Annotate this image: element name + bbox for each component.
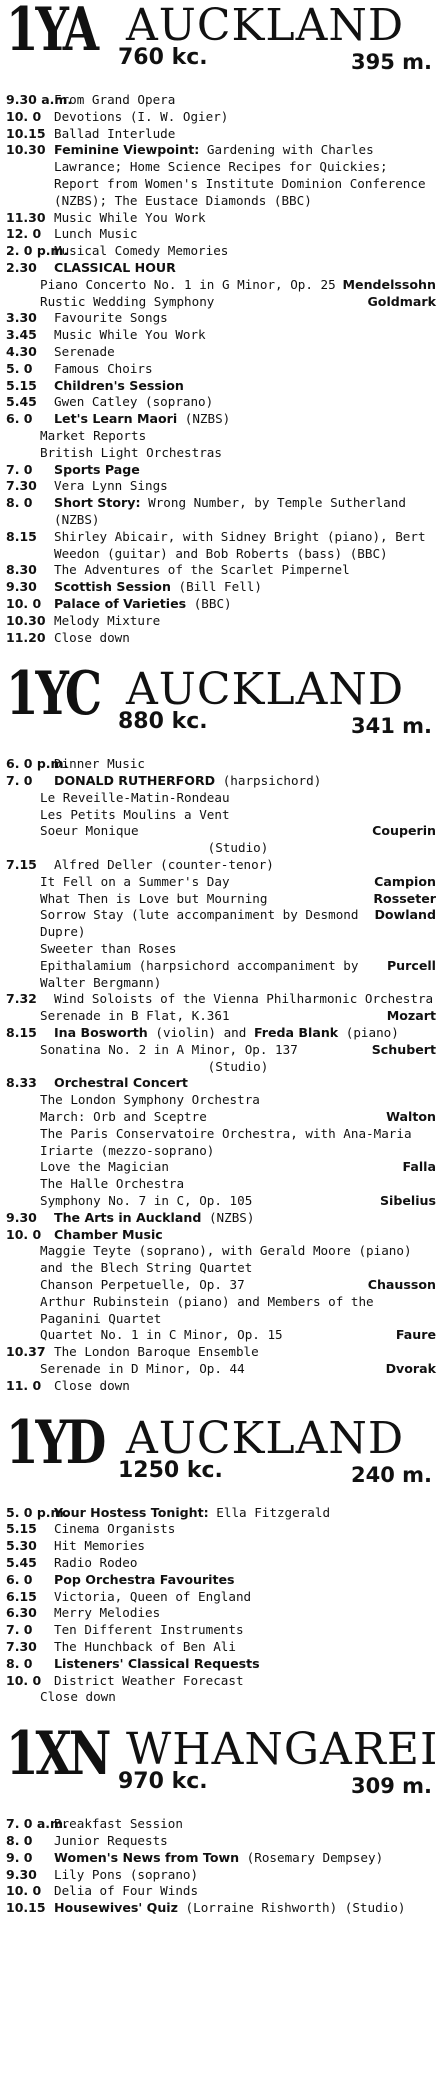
work-title: Close down <box>40 1689 116 1705</box>
programme-time: 10.30 <box>6 612 46 628</box>
programme-title: Close down <box>54 629 130 645</box>
station-section <box>6 1719 439 1917</box>
work-title: Quartet No. 1 in C Minor, Op. 15 <box>40 1327 283 1343</box>
programme-subitem <box>6 823 436 840</box>
programme-time: 7. 0 a.m. <box>6 1816 68 1832</box>
radio-programme-page <box>6 0 439 1917</box>
work-title: Epithalamium (harpsichord accompaniment by Walter Bergmann) <box>40 957 359 990</box>
programme-time: 5.15 <box>6 377 37 393</box>
programme-title: (NZBS) <box>208 1209 255 1225</box>
programme-item <box>6 142 436 209</box>
composer-name: Sibelius <box>379 1193 436 1209</box>
programme-item <box>6 92 436 109</box>
programme-item <box>6 126 436 143</box>
station-frequency: 970 kc. <box>118 1769 208 1795</box>
programme-title: Lunch Music <box>54 226 138 242</box>
programme-title: Ballad Interlude <box>54 125 176 141</box>
programme-item <box>6 1833 436 1850</box>
programme-time: 7.15 <box>6 857 37 873</box>
programme-subitem <box>6 1243 436 1277</box>
station-header <box>6 1407 436 1505</box>
programme-item <box>6 579 436 596</box>
programme-subitem <box>6 1109 436 1126</box>
programme-time: 7.30 <box>6 1638 37 1654</box>
programme-title: Alfred Deller (counter-tenor) <box>54 857 274 873</box>
programme-time: 6. 0 p.m. <box>6 756 69 772</box>
programme-subitem <box>6 907 436 941</box>
programme-title: Ten Different Instruments <box>54 1622 244 1638</box>
programme-subitem <box>6 445 436 462</box>
programme-title: (harpsichord) <box>222 773 322 789</box>
station-city: AUCKLAND <box>126 1412 405 1464</box>
work-title: What Then is Love but Mourning <box>40 890 268 906</box>
work-title: Les Petits Moulins a Vent <box>40 806 230 822</box>
programme-item <box>6 1673 436 1690</box>
programme-subitem <box>6 1193 436 1210</box>
programme-title: (BBC) <box>193 595 232 611</box>
programme-time: 5.15 <box>6 1521 37 1537</box>
work-title: Arthur Rubinstein (piano) and Members of the Paganini Quartet <box>40 1293 374 1326</box>
programme-title: Dinner Music <box>54 756 145 772</box>
programme-item <box>6 1378 436 1395</box>
programme-time: 5.45 <box>6 394 37 410</box>
work-title: It Fell on a Summer's Day <box>40 873 230 889</box>
programme-title: Devotions (I. W. Ogier) <box>54 108 229 124</box>
programme-title: (piano) <box>345 1025 399 1041</box>
programme-time: 5.30 <box>6 1538 37 1554</box>
station-callsign: 1YA <box>6 0 96 65</box>
programme-time: 2. 0 p.m. <box>6 243 69 259</box>
programme-item <box>6 991 436 1008</box>
programme-highlight: The Arts in Auckland <box>54 1209 202 1225</box>
programme-highlight: Your Hostess Tonight: <box>54 1504 209 1520</box>
work-title: Sweeter than Roses <box>40 941 177 957</box>
work-title: Maggie Teyte (soprano), with Gerald Moore (piano) and the Blech String Quartet <box>40 1243 412 1276</box>
programme-subitem <box>6 1159 436 1176</box>
programme-item <box>6 411 436 428</box>
programme-time: 10. 0 <box>6 108 42 124</box>
programme-highlight: Ina Bosworth <box>54 1025 148 1041</box>
programme-time: 4.30 <box>6 343 37 359</box>
programme-title: Gardening with Charles Lawrance; Home Science Recipes for Quickies; Report from Women's Institute Dominion Conference (NZBS); The Eustace Diamonds (BBC) <box>54 142 426 208</box>
station-header <box>6 659 436 756</box>
programme-time: 5. 0 p.m. <box>6 1504 69 1520</box>
programme-time: 8.15 <box>6 528 37 544</box>
work-title: Sonatina No. 2 in A Minor, Op. 137 <box>40 1041 298 1057</box>
programme-time: 8.33 <box>6 1075 37 1091</box>
programme-title: Delia of Four Winds <box>54 1883 199 1899</box>
programme-time: 6.30 <box>6 1605 37 1621</box>
programme-subitem <box>6 294 436 311</box>
programme-title: (NZBS) <box>184 411 231 427</box>
programme-item <box>6 210 436 227</box>
programme-title: (Bill Fell) <box>178 579 262 595</box>
programme-item <box>6 495 436 529</box>
programme-title: Musical Comedy Memories <box>54 243 229 259</box>
programme-time: 7.32 <box>6 991 37 1007</box>
composer-name: Rosseter <box>373 890 436 906</box>
work-title: Market Reports <box>40 427 147 443</box>
programme-item <box>6 462 436 479</box>
station-callsign: 1YD <box>6 1407 104 1478</box>
programme-time: 9.30 a.m. <box>6 92 73 107</box>
programme-title: Shirley Abicair, with Sidney Bright (piano), Bert Weedon (guitar) and Bob Roberts (bass) (BBC) <box>54 528 426 561</box>
programme-item <box>6 1227 436 1244</box>
programme-highlight: Housewives' Quiz <box>54 1900 178 1916</box>
programme-item <box>6 310 436 327</box>
programme-time: 8. 0 <box>6 495 33 511</box>
programme-time: 3.30 <box>6 310 37 326</box>
programme-time: 10.15 <box>6 125 46 141</box>
work-title: Le Reveille-Matin-Rondeau <box>40 789 230 805</box>
work-title: Soeur Monique <box>40 823 139 839</box>
programme-highlight: DONALD RUTHERFORD <box>54 773 216 789</box>
station-header <box>6 1719 439 1816</box>
programme-subitem <box>6 277 436 294</box>
composer-name: Mendelssohn <box>342 276 436 292</box>
programme-time: 10. 0 <box>6 595 42 611</box>
programme-item <box>6 1605 436 1622</box>
programme-highlight: Palace of Varieties <box>54 595 187 611</box>
programme-time: 8.15 <box>6 1025 37 1041</box>
programme-time: 9.30 <box>6 579 37 595</box>
composer-name: Faure <box>395 1327 436 1343</box>
programme-title: From Grand Opera <box>54 92 176 107</box>
programme-title: Favourite Songs <box>54 310 168 326</box>
composer-name: Campion <box>374 873 436 889</box>
programme-item <box>6 1622 436 1639</box>
work-title: The Paris Conservatoire Orchestra, with Ana-Maria Iriarte (mezzo-soprano) <box>40 1125 412 1158</box>
station-frequency: 880 kc. <box>118 709 208 735</box>
programme-item <box>6 378 436 395</box>
programme-time: 9. 0 <box>6 1849 33 1865</box>
programme-highlight: Children's Session <box>54 377 184 393</box>
programme-item <box>6 1572 436 1589</box>
programme-subitem <box>6 1327 436 1344</box>
programme-time: 12. 0 <box>6 226 42 242</box>
programme-item <box>6 1850 436 1867</box>
programme-time: 10.15 <box>6 1900 46 1916</box>
programme-highlight: Let's Learn Maori <box>54 411 178 427</box>
composer-name: Dvorak <box>385 1360 436 1376</box>
composer-name: Walton <box>386 1109 436 1125</box>
programme-subitem <box>6 1361 436 1378</box>
work-title: Chanson Perpetuelle, Op. 37 <box>40 1277 245 1292</box>
programme-item <box>6 394 436 411</box>
programme-title: Melody Mixture <box>54 612 161 628</box>
programme-time: 11.20 <box>6 629 46 645</box>
programme-subitem <box>6 807 436 824</box>
programme-title: Cinema Organists <box>54 1521 176 1537</box>
programme-highlight: Feminine Viewpoint: <box>54 142 200 158</box>
programme-item <box>6 630 436 647</box>
programme-item <box>6 1344 436 1361</box>
programme-item <box>6 1521 436 1538</box>
station-city: AUCKLAND <box>126 0 405 51</box>
station-callsign: 1YC <box>6 659 100 730</box>
programme-title: Merry Melodies <box>54 1605 161 1621</box>
programme-title: Radio Rodeo <box>54 1554 138 1570</box>
programme-title: Junior Requests <box>54 1832 168 1848</box>
programme-title: Serenade <box>54 343 115 359</box>
programme-item <box>6 109 436 126</box>
work-title: The Halle Orchestra <box>40 1176 185 1192</box>
programme-note: (Studio) <box>207 840 269 856</box>
programme-time: 6.15 <box>6 1588 37 1604</box>
programme-item <box>6 756 436 773</box>
programme-time: 6. 0 <box>6 411 33 427</box>
station-city: AUCKLAND <box>126 664 405 716</box>
programme-title: The Hunchback of Ben Ali <box>54 1638 236 1654</box>
programme-time: 8. 0 <box>6 1832 33 1848</box>
work-title: Serenade in D Minor, Op. 44 <box>40 1360 245 1376</box>
station-section <box>6 659 436 1412</box>
composer-name: Mozart <box>386 1008 436 1024</box>
programme-item <box>6 1589 436 1606</box>
work-title: Serenade in B Flat, K.361 <box>40 1008 230 1024</box>
station-wavelength: 341 m. <box>350 714 432 739</box>
work-title: Rustic Wedding Symphony <box>40 293 215 309</box>
programme-highlight: Orchestral Concert <box>54 1075 188 1091</box>
programme-time: 10.37 <box>6 1344 46 1360</box>
programme-highlight: Freda Blank <box>253 1025 339 1041</box>
programme-time: 6. 0 <box>6 1571 33 1587</box>
programme-item <box>6 1900 436 1917</box>
programme-highlight: Listeners' Classical Requests <box>54 1655 260 1671</box>
programme-time: 10. 0 <box>6 1226 42 1242</box>
programme-note: (Studio) <box>207 1058 269 1074</box>
programme-highlight: Sports Page <box>54 461 140 477</box>
programme-subitem <box>6 891 436 908</box>
programme-title: The London Baroque Ensemble <box>54 1344 259 1360</box>
programme-item <box>6 1639 436 1656</box>
station-wavelength: 309 m. <box>350 1774 432 1799</box>
programme-item <box>6 529 436 563</box>
programme-title: Ella Fitzgerald <box>216 1504 331 1520</box>
programme-time: 3.45 <box>6 327 37 343</box>
programme-item <box>6 1867 436 1884</box>
programme-subitem <box>6 1689 436 1706</box>
programme-item <box>6 226 436 243</box>
programme-title: Gwen Catley (soprano) <box>54 394 214 410</box>
work-title: Symphony No. 7 in C, Op. 105 <box>40 1193 253 1209</box>
programme-time: 5. 0 <box>6 360 33 376</box>
programme-highlight: Chamber Music <box>54 1226 163 1242</box>
programme-title: Music While You Work <box>54 209 206 225</box>
composer-name: Purcell <box>386 957 436 973</box>
programme-subitem <box>6 874 436 891</box>
programme-subitem <box>6 1294 436 1328</box>
programme-item <box>6 857 436 874</box>
programme-time: 10. 0 <box>6 1883 42 1899</box>
programme-time: 8. 0 <box>6 1655 33 1671</box>
programme-highlight: Pop Orchestra Favourites <box>54 1571 235 1587</box>
programme-subitem <box>6 1277 436 1294</box>
station-callsign: 1XN <box>6 1719 109 1790</box>
programme-time: 5.45 <box>6 1554 37 1570</box>
programme-subitem <box>6 941 436 958</box>
work-title: Sorrow Stay (lute accompaniment by Desmond Dupre) <box>40 907 359 940</box>
programme-title: (Rosemary Dempsey) <box>246 1849 384 1865</box>
programme-item <box>6 1075 436 1092</box>
programme-title: The Adventures of the Scarlet Pimpernel <box>54 562 350 578</box>
programme-item <box>6 1505 436 1522</box>
programme-title: Vera Lynn Sings <box>54 478 168 494</box>
programme-time: 11.30 <box>6 209 46 225</box>
programme-item <box>6 1555 436 1572</box>
programme-time: 7. 0 <box>6 773 33 789</box>
programme-subitem <box>6 1092 436 1109</box>
station-wavelength: 240 m. <box>350 1462 432 1487</box>
programme-title: Famous Choirs <box>54 360 153 376</box>
composer-name: Schubert <box>371 1041 436 1057</box>
programme-item <box>6 260 436 277</box>
work-title: March: Orb and Sceptre <box>40 1109 207 1125</box>
programme-subitem <box>6 1176 436 1193</box>
programme-highlight: CLASSICAL HOUR <box>54 259 176 275</box>
programme-time: 10. 0 <box>6 1672 42 1688</box>
programme-time: 10.30 <box>6 142 46 158</box>
programme-time: 11. 0 <box>6 1377 42 1393</box>
programme-highlight: Scottish Session <box>54 579 171 595</box>
programme-item <box>6 773 436 790</box>
programme-title: Wind Soloists of the Vienna Philharmonic Orchestra <box>54 991 434 1007</box>
programme-time: 7. 0 <box>6 461 33 477</box>
programme-title: Lily Pons (soprano) <box>54 1866 199 1882</box>
programme-time: 8.30 <box>6 562 37 578</box>
programme-item <box>6 1210 436 1227</box>
programme-title: Close down <box>54 1377 130 1393</box>
station-section <box>6 1407 436 1725</box>
work-title: Love the Magician <box>40 1159 169 1175</box>
programme-subitem <box>6 428 436 445</box>
programme-title: Breakfast Session <box>54 1816 183 1832</box>
programme-title: Hit Memories <box>54 1538 145 1554</box>
programme-item <box>6 613 436 630</box>
programme-subitem <box>6 790 436 807</box>
programme-item <box>6 1816 436 1833</box>
programme-subitem <box>6 1126 436 1160</box>
programme-item <box>6 562 436 579</box>
station-wavelength: 395 m. <box>350 50 432 74</box>
composer-name: Couperin <box>372 823 436 839</box>
programme-subitem <box>6 1008 436 1025</box>
programme-time: 7. 0 <box>6 1622 33 1638</box>
station-frequency: 1250 kc. <box>118 1457 223 1483</box>
programme-title: (Lorraine Rishworth) (Studio) <box>185 1900 406 1916</box>
station-city: WHANGAREI <box>126 1724 439 1776</box>
programme-time: 2.30 <box>6 259 37 275</box>
composer-name: Chausson <box>367 1277 436 1292</box>
composer-name: Goldmark <box>367 293 436 309</box>
programme-title: District Weather Forecast <box>54 1672 244 1688</box>
programme-subitem <box>6 1042 436 1059</box>
station-header <box>6 0 436 92</box>
programme-item <box>6 596 436 613</box>
programme-time: 7.30 <box>6 478 37 494</box>
programme-title: Wrong Number, by Temple Sutherland (NZBS) <box>54 495 406 527</box>
programme-item <box>6 478 436 495</box>
work-title: British Light Orchestras <box>40 444 222 460</box>
programme-item <box>6 344 436 361</box>
station-frequency: 760 kc. <box>118 45 208 70</box>
programme-item <box>6 1025 436 1042</box>
programme-title: Victoria, Queen of England <box>54 1588 252 1604</box>
programme-title: (violin) and <box>155 1025 247 1041</box>
programme-item <box>6 1883 436 1900</box>
programme-item <box>6 327 436 344</box>
work-title: Piano Concerto No. 1 in G Minor, Op. 25 <box>40 276 336 292</box>
programme-time: 9.30 <box>6 1866 37 1882</box>
programme-subitem <box>6 958 436 992</box>
programme-title: Music While You Work <box>54 327 206 343</box>
programme-item <box>6 243 436 260</box>
programme-item <box>6 1538 436 1555</box>
composer-name: Dowland <box>374 907 436 923</box>
programme-highlight: Women's News from Town <box>54 1849 240 1865</box>
programme-time: 9.30 <box>6 1209 37 1225</box>
station-section <box>6 0 436 664</box>
work-title: The London Symphony Orchestra <box>40 1092 260 1108</box>
programme-item <box>6 1656 436 1673</box>
composer-name: Falla <box>402 1159 436 1175</box>
programme-item <box>6 361 436 378</box>
programme-highlight: Short Story: <box>54 495 141 511</box>
